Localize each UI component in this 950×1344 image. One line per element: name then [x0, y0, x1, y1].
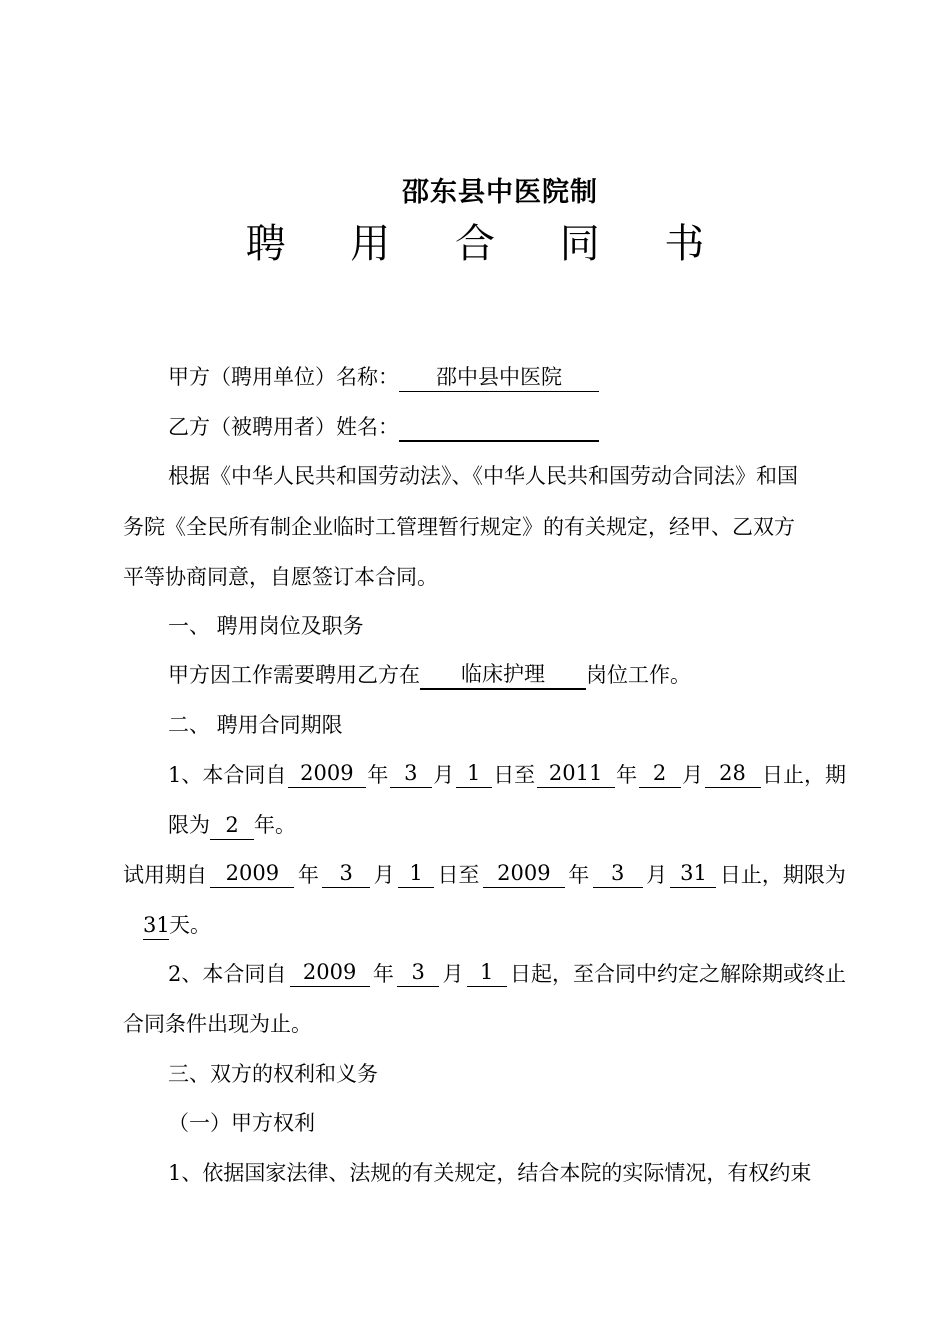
section-3-item-1: 1、依据国家法律、法规的有关规定，结合本院的实际情况，有权约束: [168, 1161, 812, 1185]
probation-prefix: 试用期自: [123, 863, 207, 887]
preamble-line-2: 务院《全民所有制企业临时工管理暂行规定》的有关规定，经甲、乙双方: [123, 515, 795, 539]
position-field[interactable]: 临床护理: [420, 661, 586, 690]
term-1-duration-field[interactable]: 2: [210, 812, 254, 840]
term-1-duration-line: [168, 810, 296, 840]
term-1-end-day-field[interactable]: 28: [705, 760, 761, 788]
probation-start-year-field[interactable]: 2009: [210, 860, 294, 888]
month-label: 月: [442, 962, 464, 986]
year-label: 年: [297, 863, 319, 887]
term-2-start-day-field[interactable]: 1: [467, 959, 507, 987]
probation-to: 日至: [437, 863, 480, 887]
party-a-line: [168, 362, 599, 392]
probation-end-year-field[interactable]: 2009: [483, 860, 565, 888]
term-1-end-year-field[interactable]: 2011: [537, 760, 615, 788]
contract-title: 聘 用 合 同 书: [245, 221, 731, 267]
probation-duration-unit: 天。: [169, 913, 211, 937]
party-b-line: [168, 412, 599, 442]
year-label: 年: [367, 763, 389, 787]
term-2-start-month-field[interactable]: 3: [397, 959, 439, 987]
probation-start-month-field[interactable]: 3: [322, 860, 370, 888]
probation-end-month-field[interactable]: 3: [593, 860, 643, 888]
preamble-line-3: 平等协商同意，自愿签订本合同。: [123, 565, 438, 589]
month-label: 月: [433, 763, 455, 787]
section-3-heading: 三、双方的权利和义务: [168, 1062, 378, 1086]
probation-line: [123, 860, 846, 890]
party-b-label: 乙方（被聘用者）姓名：: [168, 415, 399, 439]
term-1-line: [168, 760, 846, 790]
probation-duration-field[interactable]: 31: [143, 912, 169, 940]
party-a-label: 甲方（聘用单位）名称：: [168, 365, 399, 389]
probation-suffix: 日止，期限为: [719, 863, 846, 887]
term-1-duration-unit: 年。: [254, 813, 296, 837]
year-label: 年: [372, 962, 394, 986]
section-3-sub-heading: （一）甲方权利: [168, 1111, 315, 1135]
section-2-heading: 二、 聘用合同期限: [168, 713, 343, 737]
term-2-suffix: 日起，至合同中约定之解除期或终止: [509, 962, 846, 986]
probation-duration-line: [143, 910, 211, 940]
term-1-duration-prefix: 限为: [168, 813, 210, 837]
probation-start-day-field[interactable]: 1: [398, 860, 434, 888]
section-1-text: [168, 660, 691, 690]
term-1-prefix: 1、本合同自: [168, 763, 287, 787]
term-1-start-year-field[interactable]: 2009: [288, 760, 366, 788]
term-2-line-2: 合同条件出现为止。: [123, 1012, 312, 1036]
term-1-start-day-field[interactable]: 1: [456, 760, 492, 788]
year-label: 年: [616, 763, 638, 787]
section-1-text-before: 甲方因工作需要聘用乙方在: [168, 663, 420, 687]
section-1-heading: 一、 聘用岗位及职务: [168, 614, 364, 638]
party-b-name-field[interactable]: [399, 413, 599, 442]
year-label: 年: [568, 863, 590, 887]
month-label: 月: [373, 863, 395, 887]
institution-title: 邵东县中医院制: [402, 177, 598, 208]
term-2-start-year-field[interactable]: 2009: [290, 959, 370, 987]
section-1-text-after: 岗位工作。: [586, 663, 691, 687]
term-2-prefix: 2、本合同自: [168, 962, 287, 986]
month-label: 月: [682, 763, 704, 787]
term-2-line: [168, 959, 846, 989]
term-1-to: 日至: [493, 763, 536, 787]
month-label: 月: [646, 863, 668, 887]
term-1-start-month-field[interactable]: 3: [390, 760, 432, 788]
term-1-suffix: 日止，期: [762, 763, 846, 787]
party-a-name-field[interactable]: 邵中县中医院: [399, 364, 599, 392]
preamble-line-1: 根据《中华人民共和国劳动法》、《中华人民共和国劳动合同法》和国: [168, 464, 798, 488]
term-1-end-month-field[interactable]: 2: [639, 760, 681, 788]
probation-end-day-field[interactable]: 31: [670, 860, 716, 888]
